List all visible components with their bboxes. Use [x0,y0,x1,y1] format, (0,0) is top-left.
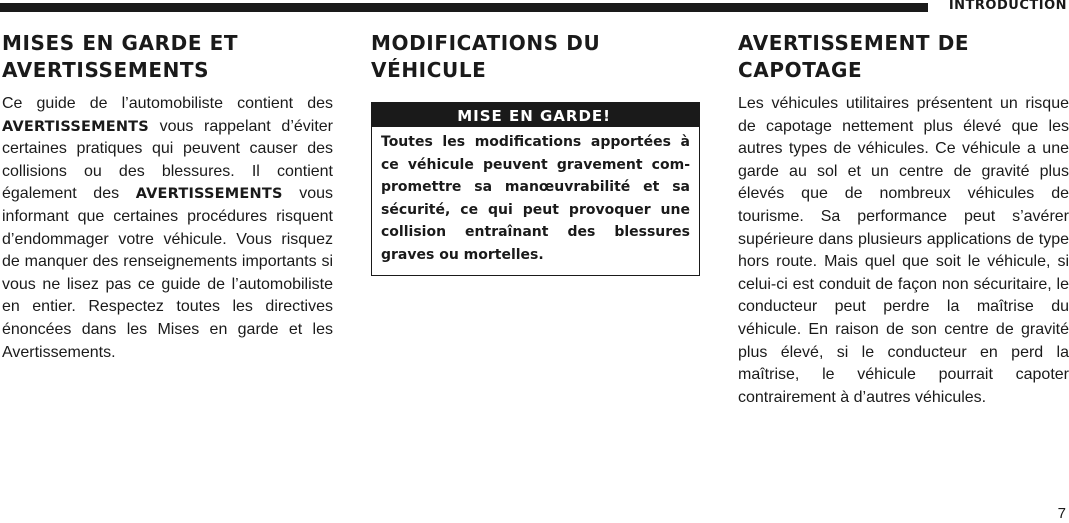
warnings-bold-2: AVERTISSEMENTS [135,186,283,203]
column-modifications [371,30,700,276]
warnings-paragraph [2,93,333,364]
warnings-text-2: vous rappelant d’éviter certaines pratiques qui peuvent causer des collisions ou des blessures. Il contient également des [2,117,333,203]
warnings-text-3: vous informant que certaines procédures risquent d’endommager votre véhicule. Vous risquez de manquer des renseignements importants si vous ne lisez pas ce guide de l’automobiliste en entier. Respectez toutes les directives énoncées dans les Mises en garde et les Avertissements. [2,185,333,361]
page-number: 7 [1057,505,1066,522]
section-header: INTRODUCTION [948,0,1067,13]
warning-box-title: MISE EN GARDE! [372,103,699,127]
header-rule [0,3,928,12]
warning-box-text: Toutes les modifications apportées à ce véhicule peuvent gravement compromettre sa manœuvrabilité et sa sécurité, ce qui peut provoquer une collision entraînant des blessures graves ou mortelles. [381,134,690,263]
section-title-rollover: AVERTISSEMENT DE CAPOTAGE [738,31,970,82]
section-title-warnings: MISES EN GARDE ET AVERTISSEMENTS [2,31,239,82]
warnings-text-1: Ce guide de l’automobiliste contient des [2,95,333,112]
rollover-paragraph: Les véhicules utilitaires présentent un risque de capotage nettement plus élevé que les autres types de véhicules. Ce véhicule a une garde au sol et un centre de gravité plus élevés que de nombreux véhicules de tourisme. Sa performance peut s’avérer supérieure dans plusieurs applications de type hors route. Mais quel que soit le véhicule, si celui-ci est conduit de façon non sécuritaire, le conducteur peut perdre la maîtrise du véhicule. En raison de son centre de gravité plus élevé, si le conducteur en perd la maîtrise, le véhicule pourrait capoter contrairement à d’autres véhicules. [738,95,1069,406]
column-rollover [738,30,1069,409]
section-title-modifications: MODIFICATIONS DU VÉHICULE [371,31,601,82]
warnings-bold-1: AVERTISSEMENTS [2,118,149,135]
column-warnings [2,30,333,364]
warning-box [371,102,700,276]
